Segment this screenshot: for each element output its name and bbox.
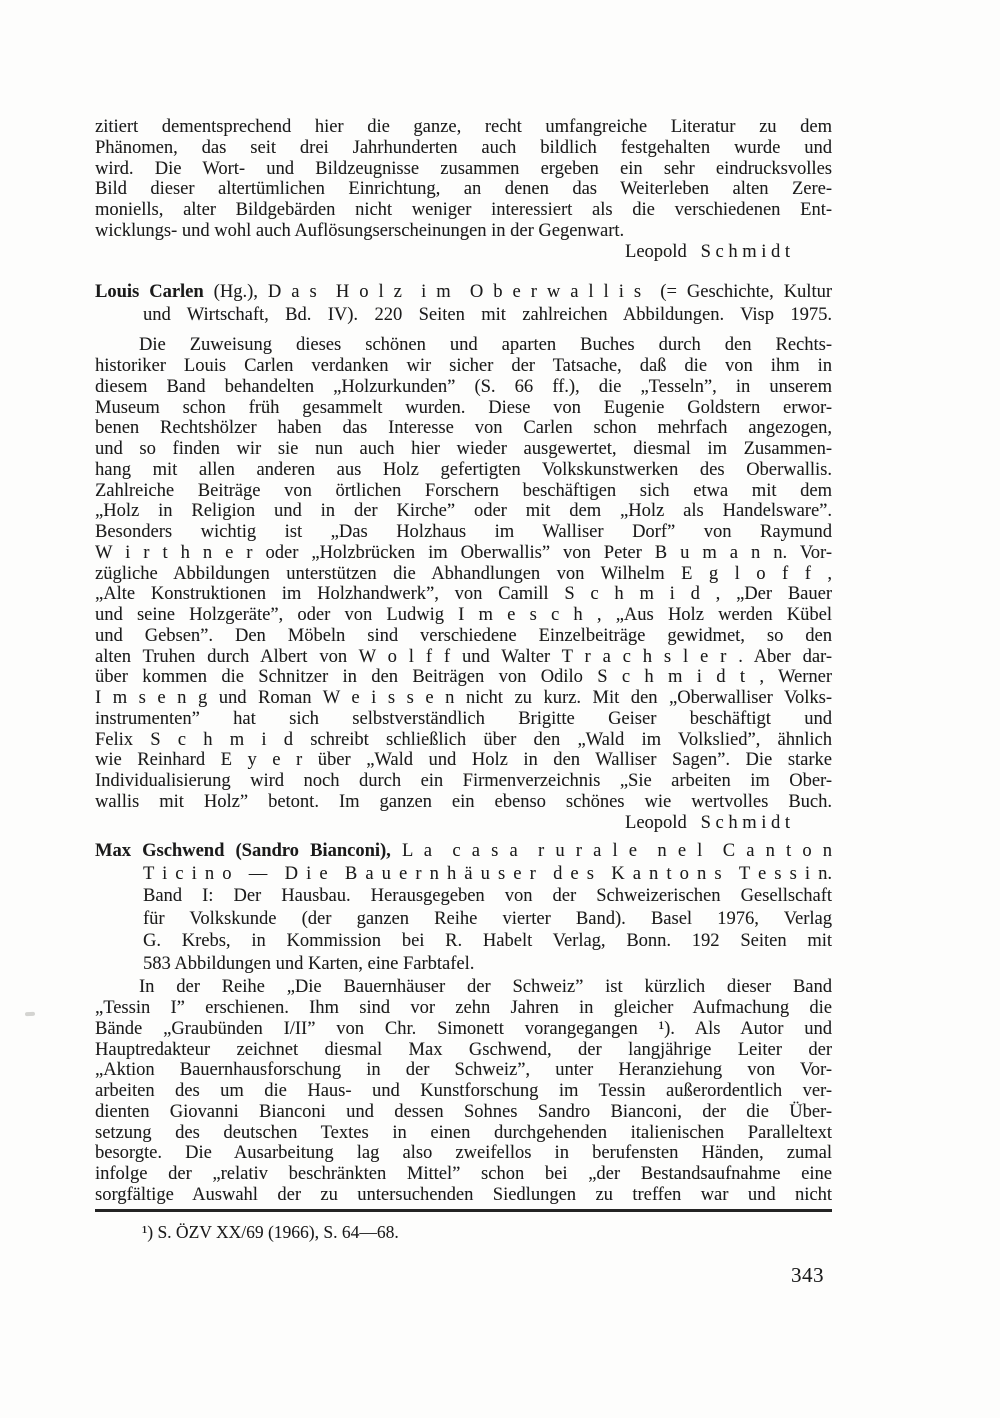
text-line: und Wirtschaft, Bd. IV). 220 Seiten mit zahlreichen Abbildungen. Visp 1975. [143, 304, 832, 325]
review-heading-gschwend [95, 840, 832, 975]
text-line: hang mit allen anderen aus Holz gefertigten Volkskunstwerken des Oberwallis. [95, 459, 832, 480]
book-author: Max Gschwend (Sandro Bianconi), [95, 841, 391, 862]
text-line: arbeiten des um die Haus- und Kunstforschung im Tessin außerordentlich ver- [95, 1081, 832, 1101]
text-line: I m s e n g und Roman W e i s s e n nicht zu kurz. Mit den „Oberwalliser Volks- [95, 688, 832, 708]
text-line: benen Rechtshölzer haben das Interesse von Carlen schon mehrfach angezogen, [95, 418, 832, 439]
text-line: Zahlreiche Beiträge von örtlichen Forschern beschäftigen sich etwa mit dem [95, 480, 832, 501]
text-line: für Volkskunde (der ganzen Reihe vierter Band). Basel 1976, Verlag [143, 908, 832, 929]
text-line: 583 Abbildungen und Karten, eine Farbtafel. [143, 953, 475, 974]
text-line: dienten Giovanni Bianconi und dessen Sohnes Sandro Bianconi, der die Über- [95, 1101, 832, 1122]
text-line: Die Zuweisung dieses schönen und aparten Buches durch den Rechts- [139, 335, 832, 356]
text-line: wird. Die Wort- und Bildzeugnisse zusammen ergeben ein sehr eindrucksvolles [95, 158, 832, 179]
text-line: Hauptredakteur zeichnet diesmal Max Gschwend, der langjährige Leiter der [95, 1039, 832, 1060]
text-line: instrumenten” hat sich selbstverständlich Brigitte Geiser beschäftigt und [95, 708, 832, 729]
text-line: und Gebsen”. Den Möbeln sind verschiedene Einzelbeiträge gewidmet, so den [95, 625, 832, 646]
text-line: Felix S c h m i d schreibt schließlich über den „Wald im Volkslied”, ähnlich [95, 729, 832, 750]
text-line: T i c i n o — D i e B a u e r n h ä u s e r d e s K a n t o n s T e s s i n. [143, 863, 832, 884]
text-line: „Holz in Religion und in der Kirche” oder mit dem „Holz als Handelsware”. [95, 501, 832, 522]
text-line: sorgfältige Auswahl der zu untersuchenden Siedlungen zu treffen war und nicht [95, 1184, 832, 1205]
heading-continuation [143, 863, 832, 976]
text-line: über kommen die Schnitzer in den Beiträgen von Odilo S c h m i d t , Werner [95, 667, 832, 688]
text-line: Band I: Der Hausbau. Herausgegeben von der Schweizerischen Gesellschaft [143, 886, 832, 907]
text-line: Besonders wichtig ist „Das Holzhaus im Walliser Dorf” von Raymund [95, 522, 832, 542]
text-line: und so finden wir sie nun auch hier wieder ausgewertet, diesmal im Zusammen- [95, 439, 832, 459]
reviewer-signature: Leopold S c h m i d t [625, 812, 790, 833]
text-line: „Alte Konstruktionen im Holzhandwerk”, von Camill S c h m i d , „Der Bauer [95, 584, 832, 605]
book-title-rest: L a c a s a r u r a l e n e l C a n t o n [390, 841, 832, 862]
review-body-gschwend [95, 977, 832, 1205]
intro-review-paragraph [95, 117, 832, 242]
text-line: In der Reihe „Die Bauernhäuser der Schweiz” ist kürzlich dieser Band [139, 977, 832, 998]
text-line: historiker Louis Carlen verdanken wir sicher der Tatsache, daß die von ihm in [95, 356, 832, 376]
text-line: wie Reinhard E y e r über „Wald und Holz in den Walliser Sagen”. Die starke [95, 750, 832, 771]
text-line: besorgte. Die Ausarbeitung lag also zweifellos in berufensten Händen, zumal [95, 1143, 832, 1164]
reviewer-signature: Leopold S c h m i d t [625, 241, 790, 262]
text-line: zügliche Abbildungen unterstützen die Abhandlungen von Wilhelm E g l o f f , [95, 563, 832, 584]
page-number: 343 [791, 1263, 824, 1288]
review-body-carlen [95, 335, 832, 812]
scan-artifact [25, 1012, 35, 1017]
heading-continuation [143, 304, 832, 327]
book-title-rest: (Hg.), D a s H o l z i m O b e r w a l l i s (= Geschichte, Kultur [203, 282, 832, 303]
text-line: „Tessin I” erschienen. Ihm sind vor zehn Jahren in gleicher Aufmachung die [95, 998, 832, 1018]
footnote-rule [95, 1209, 832, 1212]
text-line: Phänomen, das seit drei Jahrhunderten auch bildlich festgehalten wurde und [95, 137, 832, 158]
text-line: infolge der „relativ beschränkten Mittel” schon bei „der Bestandsaufnahme eine [95, 1164, 832, 1184]
text-line: wallis mit Holz” betont. Im ganzen ein ebenso schönes wie wertvolles Buch. [95, 791, 832, 812]
footnote-text: ¹) S. ÖZV XX/69 (1966), S. 64—68. [142, 1221, 399, 1242]
heading-first-line [95, 281, 832, 304]
text-line: diesem Band behandelten „Holzurkunden” (S. 66 ff.), die „Tesseln”, in unserem [95, 376, 832, 397]
text-line: „Aktion Bauernhausforschung in der Schweiz”, unter Heranziehung von Vor- [95, 1060, 832, 1081]
text-line: Individualisierung wird noch durch ein Firmenverzeichnis „Sie arbeiten im Ober- [95, 771, 832, 791]
page-text-block [95, 117, 832, 1286]
book-author: Louis Carlen [95, 282, 204, 303]
text-line: Bild dieser altertümlichen Einrichtung, an denen das Weiterleben alten Zere- [95, 179, 832, 200]
text-line: Museum schon früh gesammelt wurden. Diese von Eugenie Goldstern erwor- [95, 397, 832, 418]
text-line: zitiert dementsprechend hier die ganze, recht umfangreiche Literatur zu dem [95, 117, 832, 137]
text-line: Bände „Graubünden I/II” von Chr. Simonett vorangegangen ¹). Als Autor und [95, 1018, 832, 1039]
review-heading-carlen [95, 281, 832, 326]
text-line: setzung des deutschen Textes in einen durchgehenden italienischen Paralleltext [95, 1122, 832, 1143]
text-line: G. Krebs, in Kommission bei R. Habelt Verlag, Bonn. 192 Seiten mit [143, 931, 832, 952]
text-line: moniells, alter Bildgebärden nicht weniger interessiert als die verschiedenen Ent- [95, 200, 832, 220]
heading-first-line [95, 840, 832, 863]
text-line: wicklungs- und wohl auch Auflösungserscheinungen in der Gegenwart. [95, 220, 625, 241]
text-line: alten Truhen durch Albert von W o l f f und Walter T r a c h s l e r . Aber dar- [95, 646, 832, 667]
text-line: und seine Holzgeräte”, oder von Ludwig I m e s c h , „Aus Holz werden Kübel [95, 605, 832, 625]
text-line: W i r t h n e r oder „Holzbrücken im Oberwallis” von Peter B u m a n n. Vor- [95, 542, 832, 563]
